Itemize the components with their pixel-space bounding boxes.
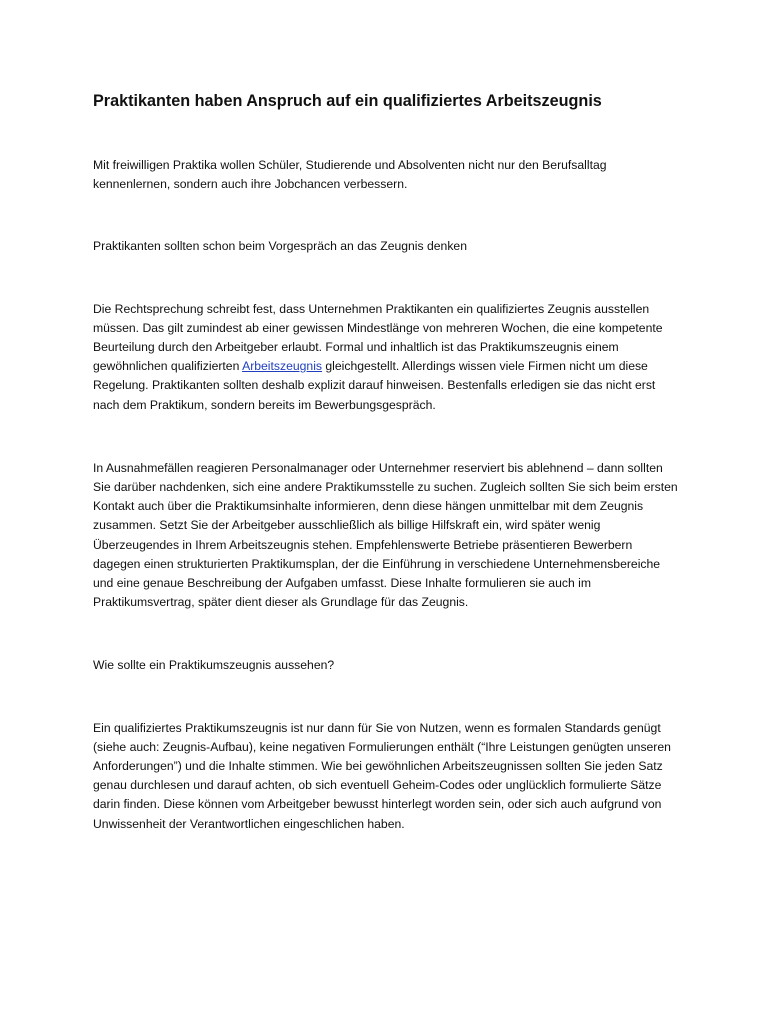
document-title: Praktikanten haben Anspruch auf ein qualifiziertes Arbeitszeugnis [93,92,602,110]
paragraph-ausnahmefaelle: In Ausnahmefällen reagieren Personalmanager oder Unternehmer reserviert bis ablehnend – dann sollten Sie darüber nachdenken, sich eine andere Praktikumsstelle zu suchen. Zugleich sollten Sie sich beim ersten Kontakt auch über die Praktikumsinhalte informieren, denn diese hängen unmittelbar mit dem Zeugnis zusammen. Setzt Sie der Arbeitgeber ausschließlich als billige Hilfskraft ein, wird später wenig Überzeugendes in Ihrem Arbeitszeugnis stehen. Empfehlenswerte Betriebe präsentieren Bewerbern dagegen einen strukturierten Praktikumsplan, der die Einführung in verschiedene Unternehmensbereiche und eine genaue Beschreibung der Aufgaben umfasst. Diese Inhalte formulieren sie auch im Praktikumsvertrag, später dient dieser als Grundlage für das Zeugnis. [93,460,678,610]
lead-paragraph: Mit freiwilligen Praktika wollen Schüler, Studierende und Absolventen nicht nur den Berufsalltag kennenlernen, sondern auch ihre Jobchancen verbessern. [93,158,607,192]
arbeitszeugnis-link[interactable]: Arbeitszeugnis [242,359,323,374]
document-body [93,90,679,834]
paragraph-text-before-link: Die Rechtsprechung schreibt fest, dass Unternehmen Praktikanten ein qualifiziertes Zeugnis ausstellen müssen. Das gilt zumindest ab einer gewissen Mindestlänge von mehreren Wochen, die eine kompetente Beurteilung durch den Arbeitgeber erlaubt. Formal und inhaltlich ist das Praktikumszeugnis einem gewöhnlichen qualifizierten [93,301,663,374]
subheading-vorgespraech: Praktikanten sollten schon beim Vorgespräch an das Zeugnis denken [93,239,467,254]
subheading-praktikumszeugnis: Wie sollte ein Praktikumszeugnis aussehen? [93,658,335,673]
paragraph-text-after-link: gleichgestellt. Allerdings wissen viele Firmen nicht um diese Regelung. Praktikanten sollten deshalb explizit darauf hinweisen. Bestenfalls erledigen sie das nicht erst nach dem Praktikum, sondern bereits im Bewerbungsgespräch. [93,359,656,412]
paragraph-rechtsprechung [93,300,679,415]
paragraph-qualifiziertes-zeugnis: Ein qualifiziertes Praktikumszeugnis ist nur dann für Sie von Nutzen, wenn es formalen Standards genügt (siehe auch: Zeugnis-Aufbau), keine negativen Formulierungen enthält (“Ihre Leistungen genügten unseren Anforderungen”) und die Inhalte stimmen. Wie bei gewöhnlichen Arbeitszeugnissen sollten Sie jeden Satz genau durchlesen und darauf achten, ob sich eventuell Geheim-Codes oder unglücklich formulierte Sätze darin finden. Diese können vom Arbeitgeber bewusst hinterlegt worden sein, oder sich auch aufgrund von Unwissenheit der Verantwortlichen eingeschlichen haben. [93,720,671,831]
